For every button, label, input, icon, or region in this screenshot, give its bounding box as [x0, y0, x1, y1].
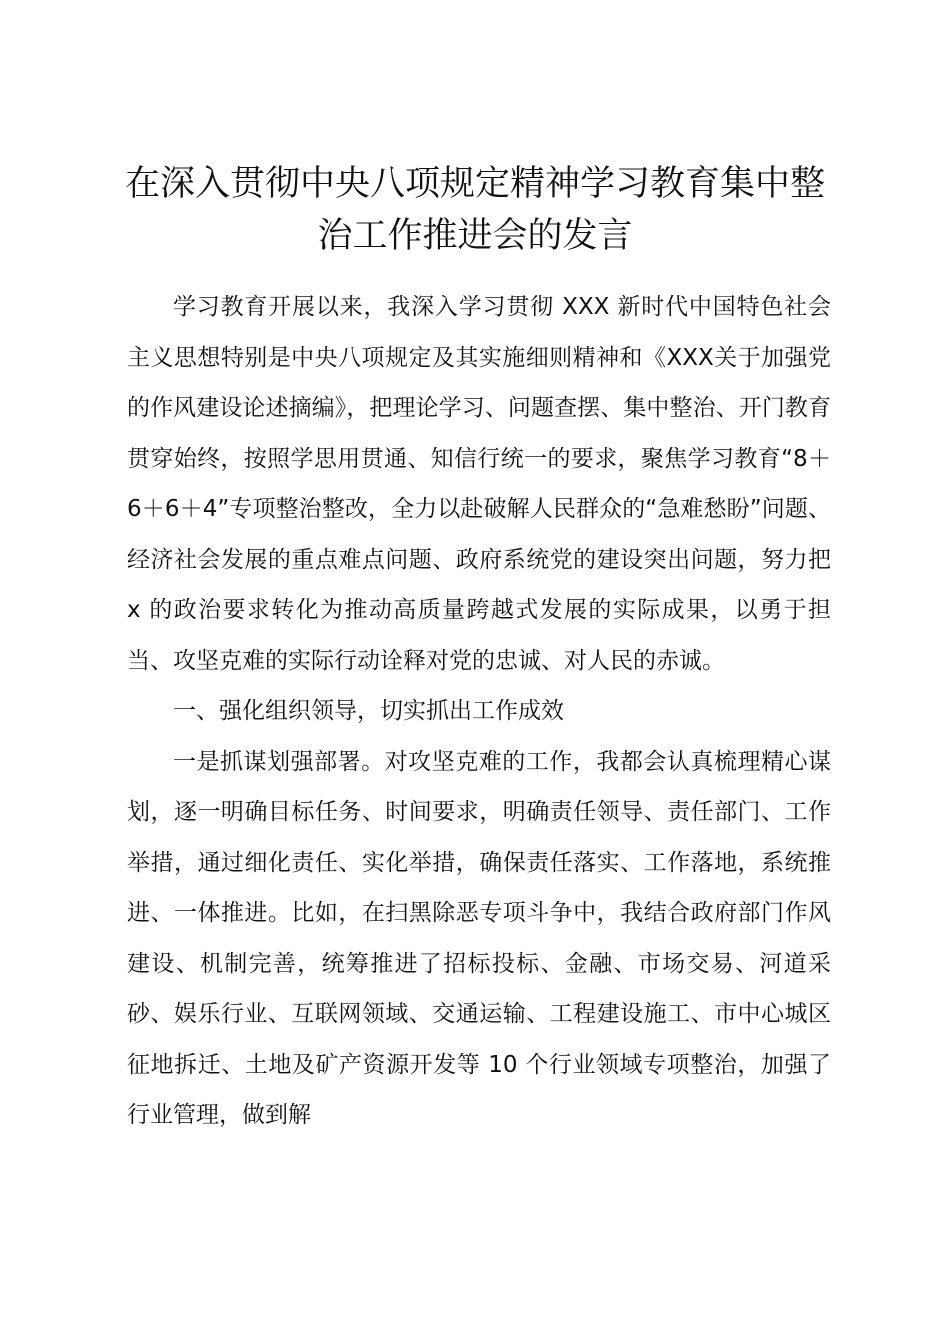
document-body — [127, 282, 831, 1141]
section-heading: 一、强化组织领导，切实抓出工作成效 — [173, 698, 564, 724]
intro-paragraph: 学习教育开展以来，我深入学习贯彻 XXX 新时代中国特色社会主义思想特别是中央八项规定及其实施细则精神和《XXX关于加强党的作风建设论述摘编》，把理论学习、问题查摆、集中整治、开门教育贯穿始终，按照学思用贯通、知信行统一的要求，聚焦学习教育“8＋6＋6＋4”专项整治整改，全力以赴破解人民群众的“急难愁盼”问题、经济社会发展的重点难点问题、政府系统党的建设突出问题，努力把 x 的政治要求转化为推动高质量跨越式发展的实际成果，以勇于担当、攻坚克难的实际行动诠释对党的忠诚、对人民的赤诚。 — [127, 294, 831, 674]
body-paragraph: 一是抓谋划强部署。对攻坚克难的工作，我都会认真梳理精心谋划，逐一明确目标任务、时间要求，明确责任领导、责任部门、工作举措，通过细化责任、实化举措，确保责任落实、工作落地，系统推进、一体推进。比如，在扫黑除恶专项斗争中，我结合政府部门作风建设、机制完善，统筹推进了招标投标、金融、市场交易、河道采砂、娱乐行业、互联网领域、交通运输、工程建设施工、市中心城区征地拆迁、土地及矿产资源开发等 10 个行业领域专项整治，加强了行业管理，做到解 — [127, 748, 831, 1128]
document-title: 在深入贯彻中央八项规定精神学习教育集中整治工作推进会的发言 — [124, 164, 825, 256]
